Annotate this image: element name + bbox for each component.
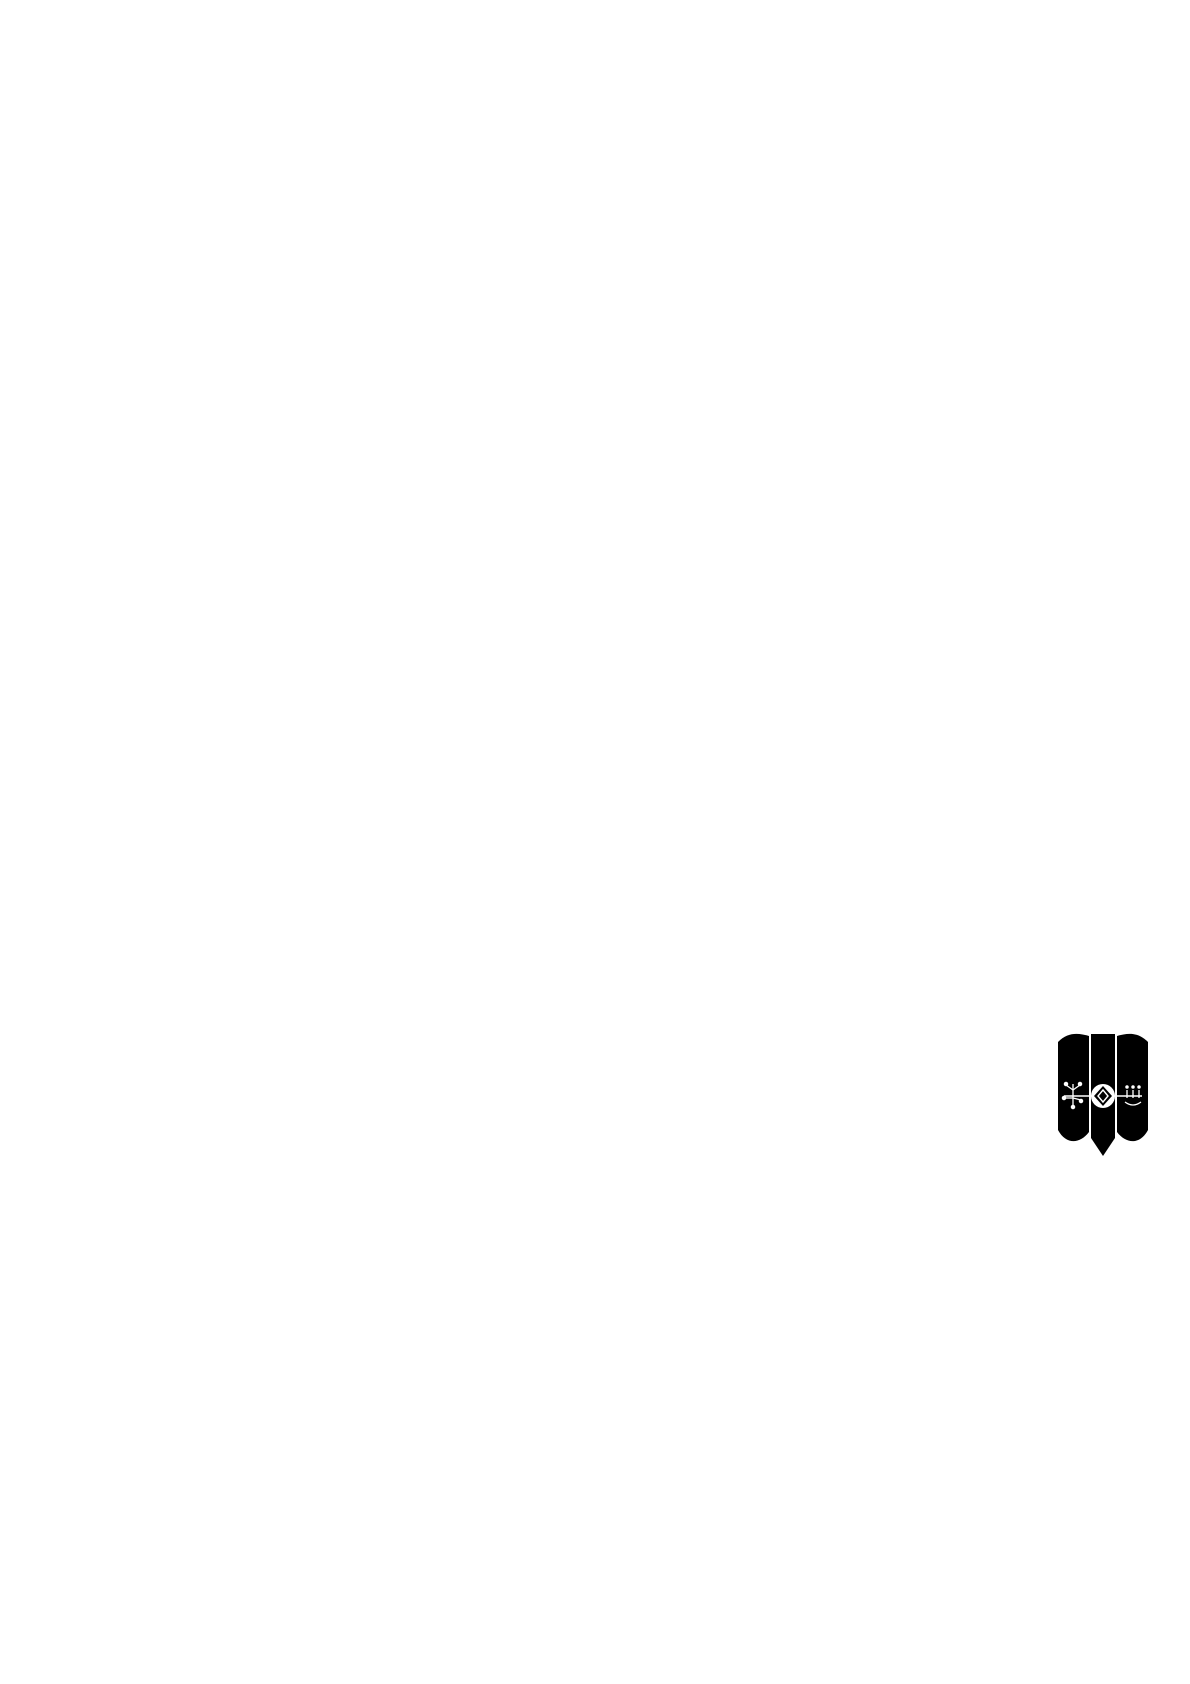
hub-university-logo bbox=[1056, 1026, 1150, 1162]
qr-code bbox=[1056, 1166, 1150, 1260]
figure-2-5-chart bbox=[20, 1100, 520, 1460]
